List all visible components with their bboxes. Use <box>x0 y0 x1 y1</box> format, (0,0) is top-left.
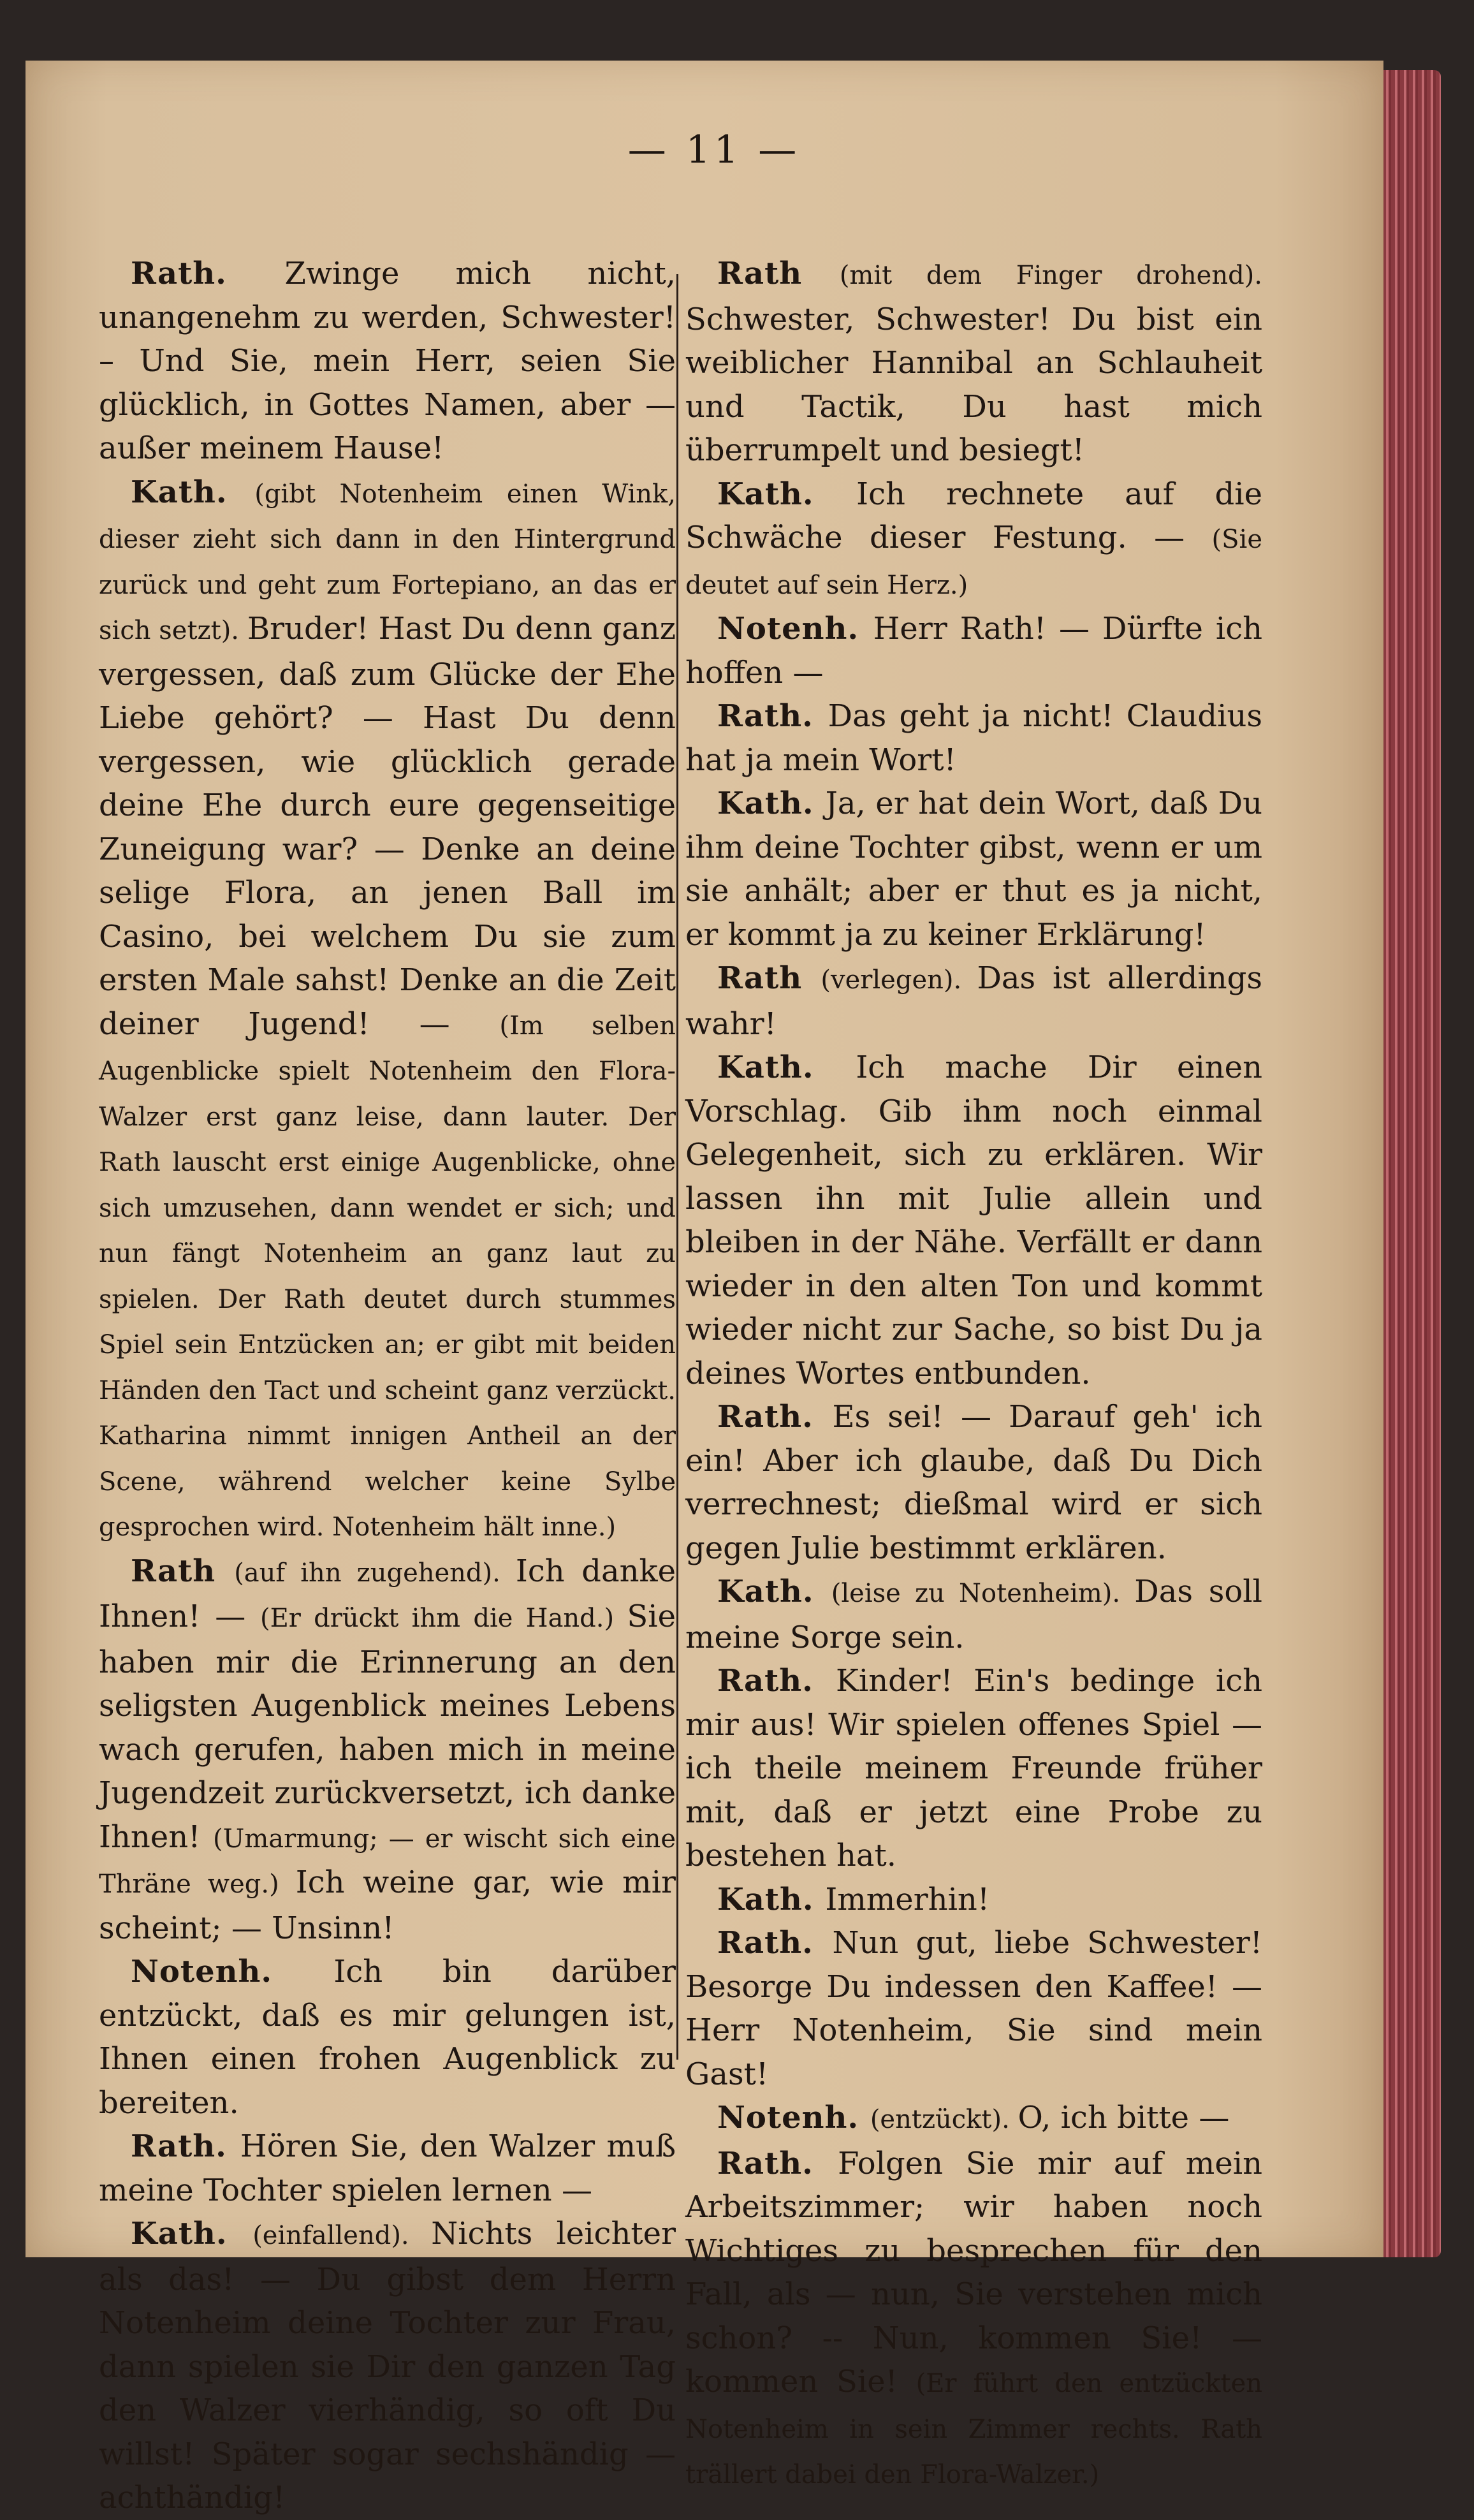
speaker-name: Rath. <box>717 698 828 734</box>
speaker-name: Kath. <box>717 786 826 821</box>
dialogue-text: Ich rechnete auf die Schwäche dieser Festung. — <box>685 476 1263 555</box>
dialogue-paragraph <box>685 1921 1262 2096</box>
speaker-name: Rath. <box>717 2145 838 2181</box>
speaker-name: Kath. <box>131 2216 253 2252</box>
speaker-name: Kath. <box>717 1050 856 1085</box>
stage-direction: (leise zu Notenheim). <box>831 1579 1135 1608</box>
dialogue-paragraph <box>99 2212 676 2520</box>
dialogue-text: Sie haben mir die Erinnerung an den seligsten Augenblick meines Lebens wach gerufen, haben mich in meine Jugendzeit zurückversetzt, ich danke Ihnen! <box>99 1599 676 1855</box>
speaker-name: Rath <box>717 256 840 291</box>
left-column <box>99 252 676 2520</box>
stage-direction: (Sie deutet auf sein Herz.) <box>685 525 1262 600</box>
dialogue-text: Hören Sie, den Walzer muß meine Tochter spielen lernen — <box>99 2128 676 2208</box>
speaker-name: Rath. <box>717 1663 836 1699</box>
speaker-name: Kath. <box>717 1881 826 1917</box>
dialogue-paragraph <box>685 2096 1262 2142</box>
dialogue-paragraph <box>685 252 1262 472</box>
dialogue-text: Herr Rath! — Dürfte ich hoffen — <box>685 611 1262 691</box>
dialogue-paragraph <box>685 956 1262 1046</box>
dialogue-text: Das ist allerdings wahr! <box>685 960 1262 1042</box>
stage-direction: (verlegen). <box>821 965 977 995</box>
dialogue-paragraph <box>685 1878 1262 1922</box>
dialogue-text: Das geht ja nicht! Claudius hat ja mein Wort! <box>685 698 1262 778</box>
dialogue-paragraph <box>99 1950 676 2125</box>
speaker-name: Rath. <box>717 1399 833 1435</box>
dialogue-paragraph <box>685 607 1262 694</box>
dialogue-text: Nichts leichter als das! — Du gibst dem Herrn Notenheim deine Tochter zur Frau, dann spielen sie Dir den ganzen Tag den Walzer vierhändig, so oft Du willst! Später sogar sechshändig — achthändig! <box>99 2216 676 2516</box>
dialogue-paragraph <box>99 2125 676 2212</box>
dialogue-paragraph <box>685 472 1262 608</box>
stage-direction: (gibt Notenheim einen Wink, dieser zieht sich dann in den Hintergrund zurück und geht zum Fortepiano, an das er sich setzt). <box>99 479 676 645</box>
dialogue-text: Zwinge mich nicht, unangenehm zu werden, Schwester! – Und Sie, mein Herr, seien Sie glücklich, in Gottes Namen, aber — außer meinem Hause! <box>99 256 676 466</box>
dialogue-text: Nun gut, liebe Schwester! Besorge Du indessen den Kaffee! — Herr Notenheim, Sie sind mein Gast! <box>685 1925 1262 2092</box>
dialogue-paragraph <box>99 471 676 1549</box>
speaker-name: Rath <box>131 1553 235 1589</box>
right-column <box>685 252 1262 2497</box>
speaker-name: Kath. <box>717 1574 831 1609</box>
dialogue-text: Ich mache Dir einen Vorschlag. Gib ihm noch einmal Gelegenheit, sich zu erklären. Wir lassen ihn mit Julie allein und bleiben in der Nähe. Verfällt er dann wieder in den alten Ton und kommt wieder nicht zur Sache, so bist Du ja deines Wortes entbunden. <box>685 1050 1263 1391</box>
speaker-name: Rath. <box>717 1925 833 1961</box>
dialogue-paragraph <box>99 252 676 471</box>
dialogue-paragraph <box>685 782 1262 956</box>
stage-direction: (Er drückt ihm die Hand.) <box>260 1604 627 1633</box>
dialogue-text: Es sei! — Darauf geh' ich ein! Aber ich glaube, daß Du Dich verrechnest; dießmal wird er sich gegen Julie bestimmt erklären. <box>685 1399 1263 1566</box>
column-divider <box>676 274 678 2060</box>
dialogue-text: O, ich bitte — <box>1018 2100 1230 2135</box>
speaker-name: Rath <box>717 960 821 996</box>
dialogue-text: Kinder! Ein's bedinge ich mir aus! Wir spielen offenes Spiel — ich theile meinem Freunde früher mit, daß er jetzt eine Probe zu bestehen hat. <box>685 1663 1262 1873</box>
stage-direction: (Umarmung; — er wischt sich eine Thräne weg.) <box>99 1824 676 1899</box>
dialogue-text: Immerhin! <box>825 1881 990 1917</box>
stage-direction: (auf ihn zugehend). <box>234 1558 516 1588</box>
dialogue-text: Ich weine gar, wie mir scheint; — Unsinn! <box>99 1864 676 1946</box>
speaker-name: Kath. <box>717 476 857 512</box>
stage-direction: (Er führt den entzückten Notenheim in sein Zimmer rechts. Rath trällert dabei den Flora-Walzer.) <box>685 2369 1263 2489</box>
stage-direction: (entzückt). <box>870 2105 1018 2134</box>
speaker-name: Notenh. <box>131 1954 334 1989</box>
dialogue-text: Bruder! Hast Du denn ganz vergessen, daß zum Glücke der Ehe Liebe gehört? — Hast Du denn vergessen, wie glücklich gerade deine Ehe durch eure gegenseitige Zuneigung war? — Denke an deine selige Flora, an jenen Ball im Casino, bei welchem Du sie zum ersten Male sahst! Denke an die Zeit deiner Jugend! — <box>99 611 676 1042</box>
dialogue-text: Folgen Sie mir auf mein Arbeitszimmer; wir haben noch Wichtiges zu besprechen für den Fall, als — nun, Sie verstehen mich schon? -- Nun, kommen Sie! — kommen Sie! <box>685 2145 1262 2399</box>
dialogue-text: Das soll meine Sorge sein. <box>685 1574 1262 1655</box>
speaker-name: Rath. <box>131 256 285 291</box>
dialogue-paragraph <box>685 1395 1262 1570</box>
dialogue-text: Ich danke Ihnen! — <box>99 1553 676 1634</box>
dialogue-text: Schwester, Schwester! Du bist ein weiblicher Hannibal an Schlauheit und Tactik, Du hast mich überrumpelt und besiegt! <box>685 301 1262 468</box>
speaker-name: Notenh. <box>717 2100 870 2135</box>
dialogue-text: Ich bin darüber entzückt, daß es mir gelungen ist, Ihnen einen frohen Augenblick zu bereiten. <box>99 1954 676 2121</box>
dialogue-paragraph <box>685 1046 1262 1395</box>
dialogue-paragraph <box>685 1659 1262 1878</box>
page-number: — 11 — <box>627 128 801 172</box>
dialogue-paragraph <box>99 1549 676 1951</box>
stage-direction: (mit dem Finger drohend). <box>839 261 1263 290</box>
dialogue-paragraph <box>685 694 1262 782</box>
dialogue-paragraph <box>685 1570 1262 1659</box>
speaker-name: Rath. <box>131 2128 240 2164</box>
speaker-name: Kath. <box>131 474 255 510</box>
stage-direction: (Im selben Augenblicke spielt Notenheim den Flora-Walzer erst ganz leise, dann lauter. Der Rath lauscht erst einige Augenblicke, ohne sich umzusehen, dann wendet er sich; und nun fängt Notenheim an ganz laut zu spielen. Der Rath deutet durch stummes Spiel sein Entzücken an; er gibt mit beiden Händen den Tact und scheint ganz verzückt. Katharina nimmt innigen Antheil an der Scene, während welcher keine Sylbe gesprochen wird. Notenheim hält inne.) <box>99 1011 676 1542</box>
dialogue-paragraph <box>685 2142 1262 2497</box>
speaker-name: Notenh. <box>717 611 873 647</box>
stage-direction: (einfallend). <box>252 2221 432 2250</box>
dialogue-text: Ja, er hat dein Wort, daß Du ihm deine Tochter gibst, wenn er um sie anhält; aber er thut es ja nicht, er kommt ja zu keiner Erklärung! <box>685 786 1262 953</box>
